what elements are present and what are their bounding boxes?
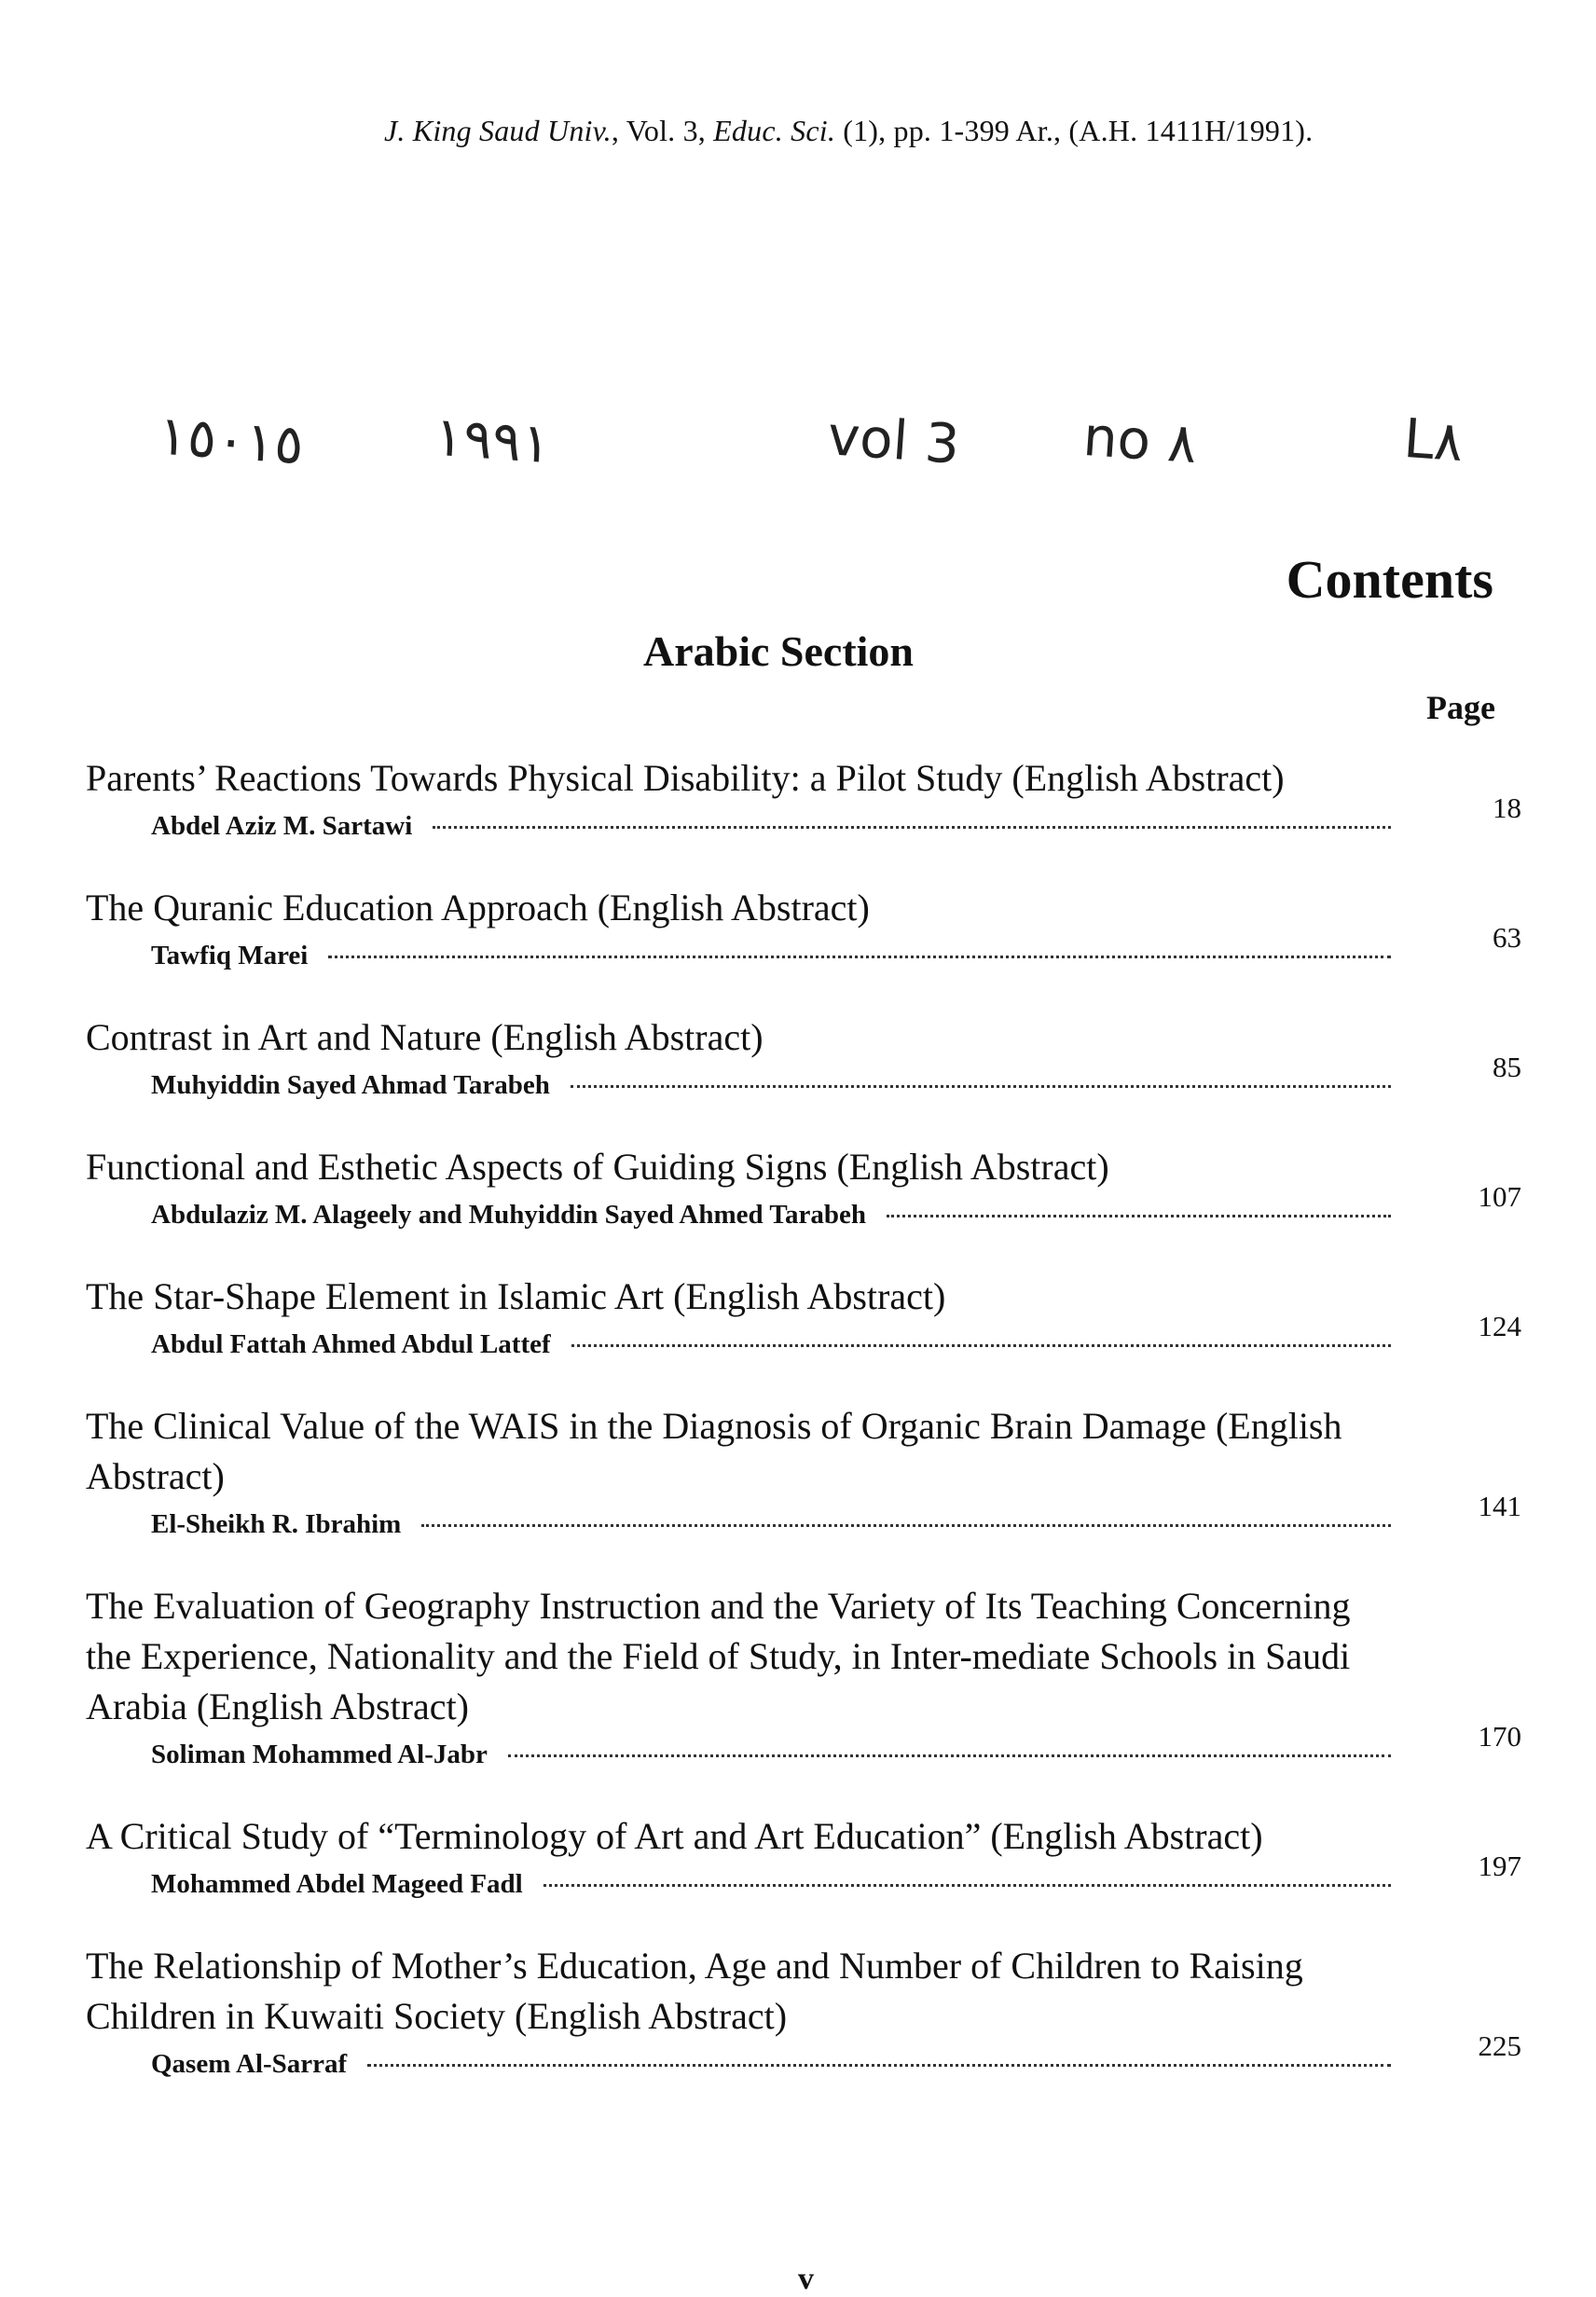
toc-entry [86,883,1521,971]
toc-entry-author: Tawfiq Marei [151,941,309,970]
toc-entry [86,1941,1521,2080]
dot-leader [421,1524,1391,1527]
journal-pages-date: (1), pp. 1-399 Ar., (A.H. 1411H/1991). [835,114,1314,147]
toc-entry [86,1811,1521,1900]
toc-entry-author: Abdel Aziz M. Sartawi [151,811,413,841]
toc-entry-author-line [151,1509,1391,1540]
toc-entry-title: Parents’ Reactions Towards Physical Disability: a Pilot Study (English Abstract) [86,757,1285,799]
toc-entry-page: 124 [1478,1310,1521,1342]
toc-entry-title: Contrast in Art and Nature (English Abstract) [86,1016,764,1058]
toc-entry-title: A Critical Study of “Terminology of Art and Art Education” (English Abstract) [86,1815,1263,1857]
dot-leader [571,1085,1391,1088]
toc-entry-title: The Clinical Value of the WAIS in the Diagnosis of Organic Brain Damage (English Abstract) [86,1405,1342,1497]
toc-entry-author: Mohammed Abdel Mageed Fadl [151,1869,523,1899]
handwritten-note-1: ١٥٠١٥ [156,403,306,477]
toc-entry [86,1272,1521,1360]
toc-entry-page: 107 [1478,1180,1521,1213]
dot-leader [367,2064,1391,2067]
toc-entry-page: 170 [1478,1720,1521,1753]
handwritten-annotations [0,403,1596,483]
dot-leader [543,1884,1391,1887]
toc-entry-title: Functional and Esthetic Aspects of Guiding Signs (English Abstract) [86,1146,1109,1188]
dot-leader [887,1215,1391,1217]
toc-entry-author-line [151,1200,1391,1231]
toc-entry-page: 18 [1493,791,1521,824]
toc-entry [86,1142,1521,1231]
toc-entry [86,1401,1521,1540]
handwritten-note-5: L٨ [1401,406,1465,475]
dot-leader [328,956,1391,958]
toc-entry [86,1012,1521,1101]
toc-entry-page: 141 [1478,1490,1521,1522]
toc-entry [86,753,1521,842]
journal-series: Educ. Sci. [713,114,836,147]
dot-leader [508,1754,1391,1757]
toc-entry-author-line [151,1070,1391,1101]
section-heading: Arabic Section [643,627,915,675]
contents-heading: Contents [1286,549,1493,610]
toc-entry-title: The Quranic Education Approach (English Abstract) [86,887,870,928]
dot-leader [571,1344,1391,1347]
toc-entry-author: Abdul Fattah Ahmed Abdul Lattef [151,1329,551,1359]
page-column-header: Page [1426,689,1495,726]
journal-name: J. King Saud Univ. [384,114,612,147]
page-number-roman: v [798,2262,814,2296]
toc-entry-author-line [151,1740,1391,1770]
toc-entry-title: The Evaluation of Geography Instruction and the Variety of Its Teaching Concerning the Experience, Nationality and the Field of Study, in Inter-mediate Schools in Saudi Arabia (English Abstract) [86,1585,1351,1727]
journal-citation-header [384,114,1313,148]
toc-entry-author-line [151,811,1391,842]
toc-entry-title: The Star-Shape Element in Islamic Art (English Abstract) [86,1275,946,1317]
table-of-contents [86,753,1521,2121]
toc-entry-title: The Relationship of Mother’s Education, Age and Number of Children to Raising Children in Kuwaiti Society (English Abstract) [86,1945,1303,2037]
toc-entry-page: 197 [1478,1850,1521,1882]
toc-entry [86,1581,1521,1770]
journal-volume: , Vol. 3, [611,114,714,147]
toc-entry-author: Abdulaziz M. Alageely and Muhyiddin Sayed Ahmed Tarabeh [151,1200,867,1230]
handwritten-note-3: vol 3 [825,404,962,476]
toc-entry-author-line [151,1869,1391,1900]
dot-leader [433,826,1391,829]
toc-entry-author-line [151,941,1391,971]
toc-entry-author-line [151,2049,1391,2080]
toc-entry-page: 225 [1478,2029,1521,2062]
toc-entry-page: 63 [1493,921,1521,954]
toc-entry-author-line [151,1329,1391,1360]
toc-entry-author: Soliman Mohammed Al-Jabr [151,1740,488,1769]
toc-entry-page: 85 [1493,1051,1521,1083]
handwritten-note-2: ١٩٩١ [432,404,553,476]
handwritten-note-4: no ٨ [1080,404,1200,476]
toc-entry-author: Qasem Al-Sarraf [151,2049,348,2079]
toc-entry-author: Muhyiddin Sayed Ahmad Tarabeh [151,1070,550,1100]
toc-entry-author: El-Sheikh R. Ibrahim [151,1509,402,1539]
